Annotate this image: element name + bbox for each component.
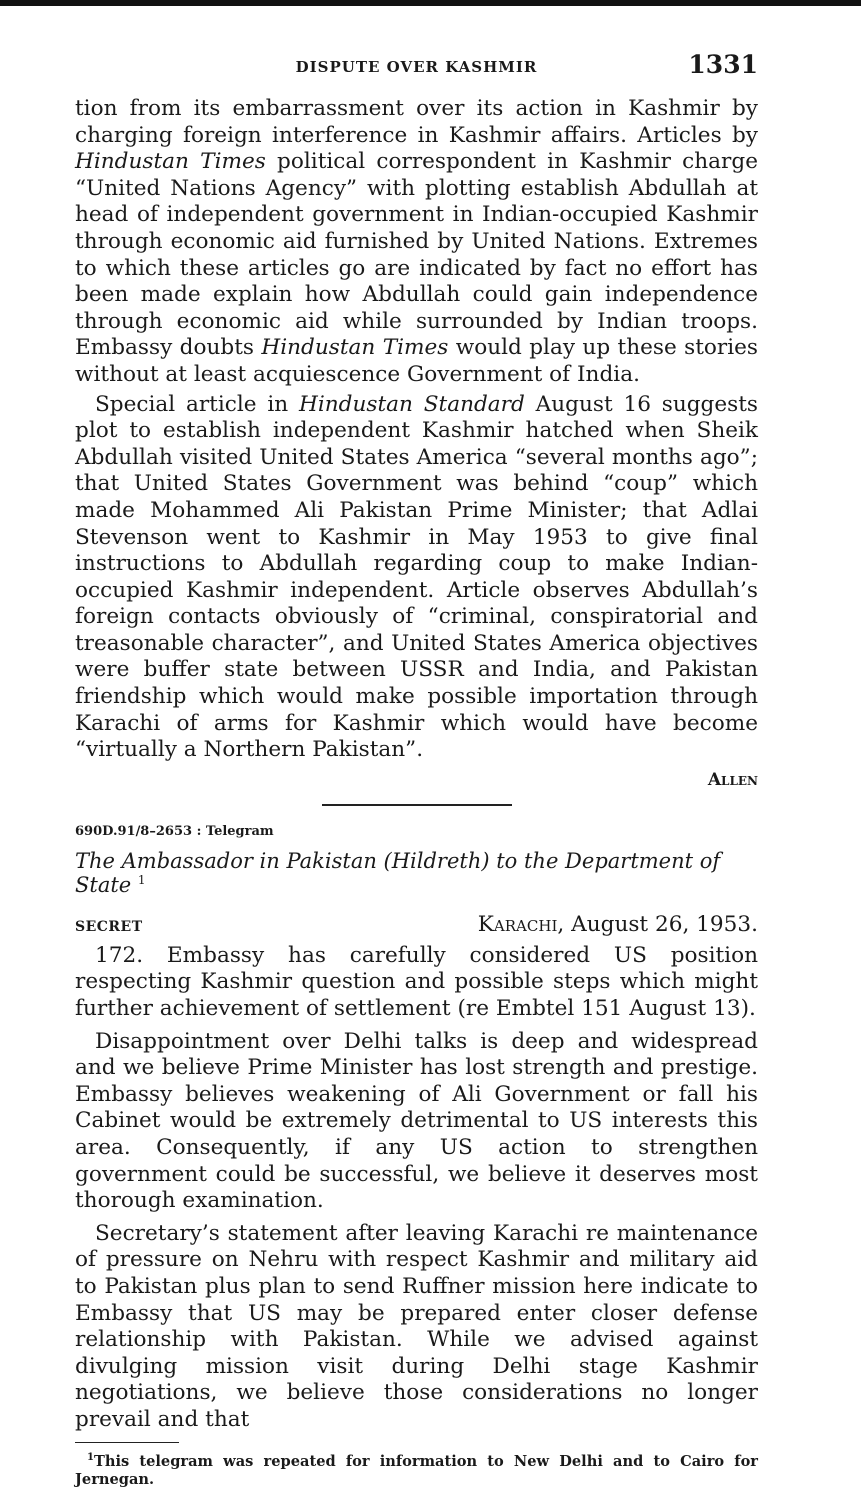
date: August 26, 1953. (564, 911, 758, 937)
section-divider (322, 804, 512, 806)
file-id: 690D.91/8–2653 : Telegram (75, 823, 274, 839)
page-number: 1331 (688, 50, 758, 79)
footnote-mark: 1 (87, 1452, 94, 1464)
running-header (75, 50, 758, 88)
place-date (478, 912, 758, 937)
doc1-p1-text-c: would play up these stories without at least acquiescence Government of India. (75, 335, 758, 387)
publication-name: Hindustan Times (75, 149, 266, 175)
doc1-p2-text-b: August 16 suggests plot to establish independent Kashmir hatched when Sheik Abdullah visited United States America “several months ago”; that United States Government was behind “coup” which made Mohammed Ali Pakistan Prime Minister; that Adlai Stevenson went to Kashmir in May 1953 to give final instructions to Abdullah regarding coup to make Indian-occupied Kashmir independent. Article observes Abdullah’s foreign contacts obviously of “criminal, conspiratorial and treasonable character”, and United States America objectives were buffer state between USSR and India, and Pakistan friendship which would make possible importation through Karachi of arms for Kashmir which would have become “virtually a Northern Pakistan”. (75, 391, 758, 763)
footnote-text: This telegram was repeated for information to New Delhi and to Cairo for Jernegan. (75, 1453, 758, 1489)
doc1-p2-text-a: Special article in (95, 391, 299, 417)
doc2-paragraph-1: 172. Embassy has carefully considered US position respecting Kashmir question and possible steps which might further achievement of settlement (re Embtel 151 August 13). (75, 942, 758, 1022)
running-title: DISPUTE OVER KASHMIR (295, 58, 538, 76)
classification-mark: SECRET (75, 918, 143, 935)
doc2-paragraph-3: Secretary’s statement after leaving Karachi re maintenance of pressure on Nehru with respect Kashmir and military aid to Pakistan plus plan to send Ruffner mission here indicate to Embassy that US may be prepared enter closer defense relationship with Pakistan. While we advised against divulging mission visit during Delhi stage Kashmir negotiations, we believe those considerations no longer prevail and that (75, 1220, 758, 1432)
document-title-text: The Ambassador in Pakistan (Hildreth) to the Department of State (75, 848, 721, 897)
doc2-paragraph-2: Disappointment over Delhi talks is deep and widespread and we believe Prime Minister has lost strength and prestige. Embassy believes weakening of Ali Government or fall his Cabinet would be extremely detrimental to US interests this area. Consequently, if any US action to strengthen government could be successful, we believe it deserves most thorough examination. (75, 1028, 758, 1214)
doc1-paragraph-1 (75, 96, 758, 389)
publication-name: Hindustan Times (261, 335, 449, 361)
place: Karachi, (477, 911, 565, 937)
document-page (75, 50, 758, 1489)
publication-name: Hindustan Standard (299, 391, 525, 417)
doc1-p1-text-a: tion from its embarrassment over its action in Kashmir by charging foreign interference in Kashmir affairs. Articles by (75, 96, 758, 148)
doc1-p1-text-b: political correspondent in Kashmir charge “United Nations Agency” with plotting establish Abdullah at head of independent government in Indian-occupied Kashmir through economic aid furnished by United Nations. Extremes to which these articles go are indicated by fact no effort has been made explain how Abdullah could gain independence through economic aid while surrounded by Indian troops. Embassy doubts (75, 149, 758, 361)
top-border-rule (0, 0, 861, 6)
footnote (75, 1453, 758, 1489)
document-title (75, 849, 758, 897)
footnote-rule (75, 1442, 179, 1444)
dateline (75, 912, 758, 937)
doc1-body (75, 96, 758, 764)
doc2-body (75, 943, 758, 1434)
doc1-paragraph-2 (75, 392, 758, 764)
signature: Allen (707, 769, 758, 790)
footnote-ref-mark: 1 (137, 872, 146, 887)
